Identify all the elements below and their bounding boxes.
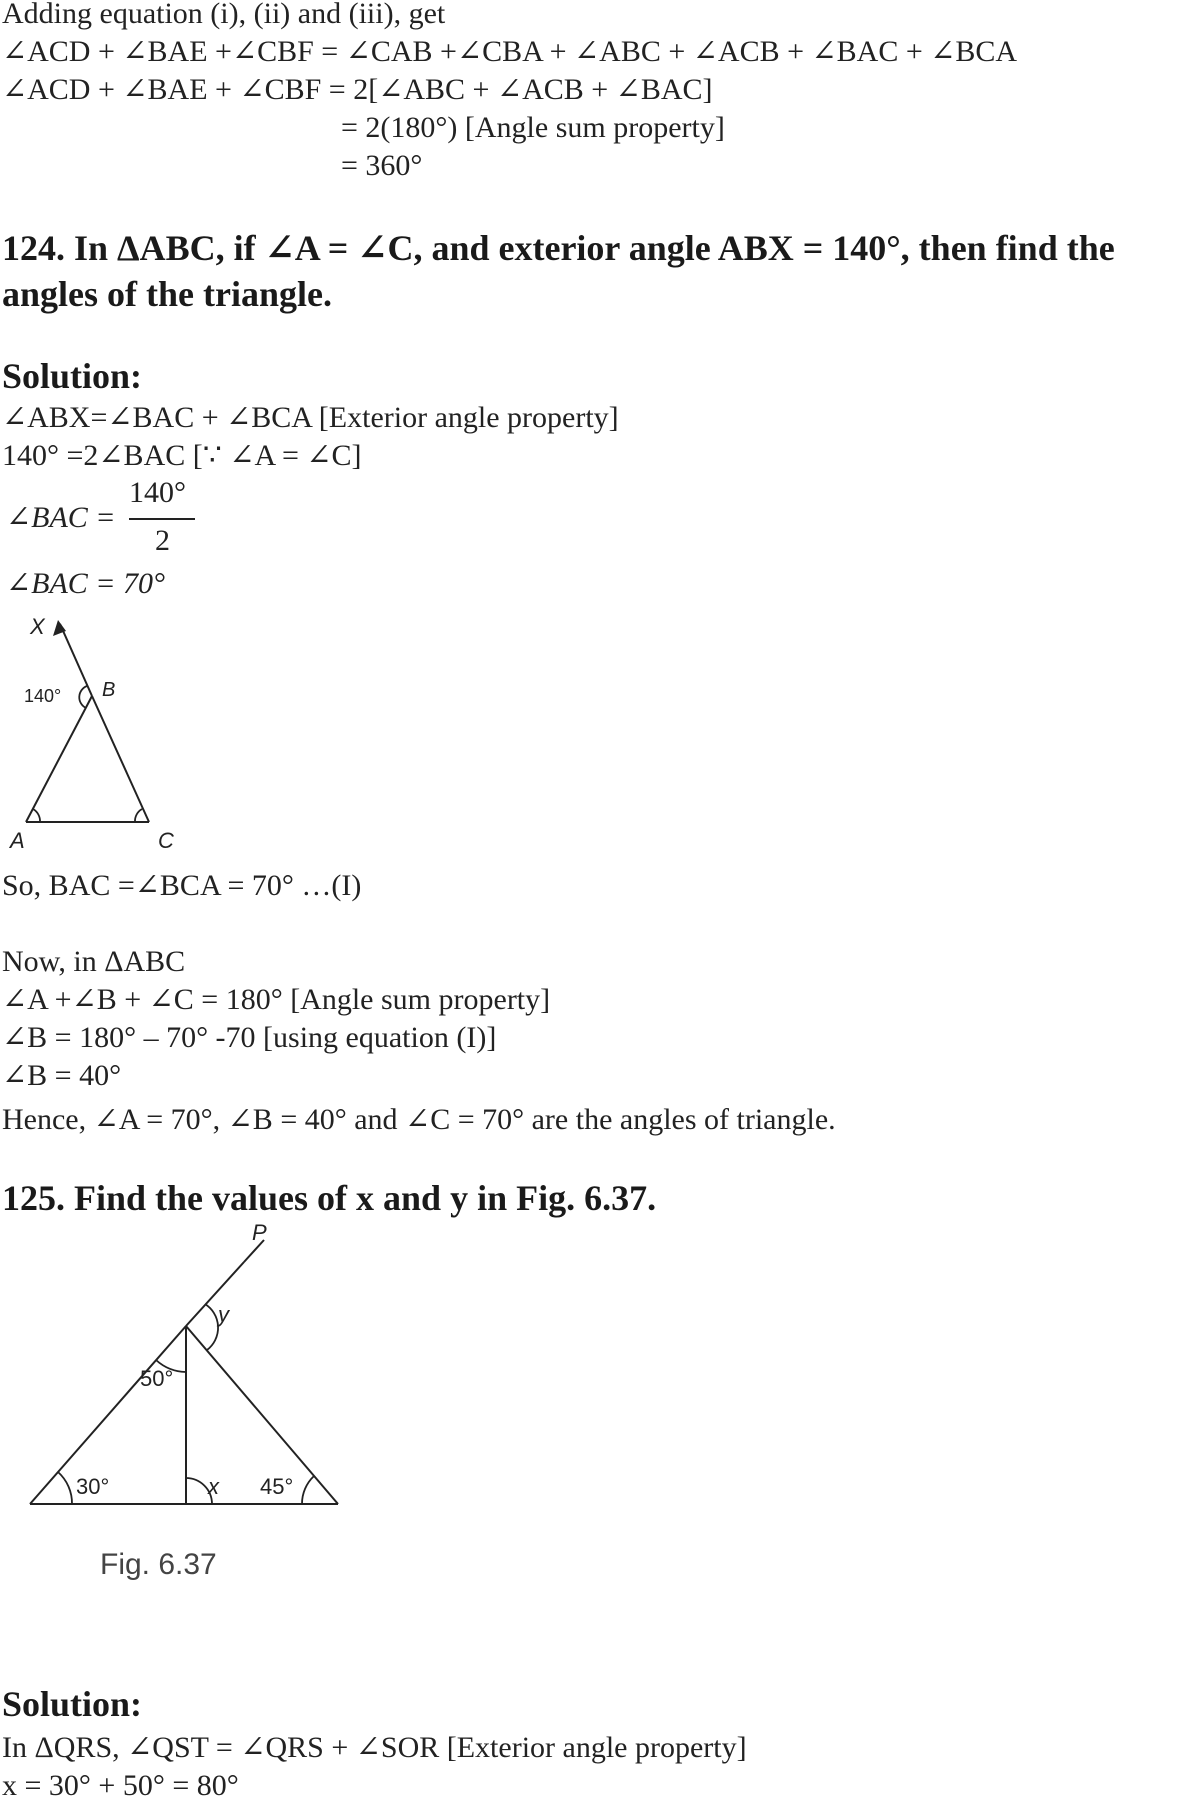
question-124-heading-cont: angles of the triangle. xyxy=(2,274,332,314)
label-c: C xyxy=(158,828,174,853)
fraction-denominator: 2 xyxy=(155,524,170,557)
angle-label-50: 50° xyxy=(140,1366,174,1391)
label-p: P xyxy=(252,1222,267,1245)
label-x: X xyxy=(30,614,45,639)
label-a: A xyxy=(10,828,25,853)
solution-line: In ΔQRS, ∠QST = ∠QRS + ∠SOR [Exterior angle property] xyxy=(2,1731,747,1764)
question-124-heading: 124. In ΔABC, if ∠A = ∠C, and exterior angle ABX = 140°, then find the xyxy=(2,228,1115,268)
figure-caption: Fig. 6.37 xyxy=(100,1548,217,1581)
fraction-bar xyxy=(129,518,195,520)
solution-heading: Solution: xyxy=(2,356,143,396)
solution-line: ∠A +∠B + ∠C = 180° [Angle sum property] xyxy=(2,983,551,1016)
fraction-equation xyxy=(6,476,206,560)
intro-text: Adding equation (i), (ii) and (iii), get xyxy=(2,0,446,30)
angle-label-140: 140° xyxy=(24,686,62,706)
label-b: B xyxy=(102,679,116,701)
triangle-abc-figure xyxy=(0,610,200,860)
label-x: x xyxy=(208,1474,219,1499)
solution-line: Now, in ΔABC xyxy=(2,945,186,978)
solution-line: ∠B = 40° xyxy=(2,1059,122,1092)
equation-line: = 2(180°) [Angle sum property] xyxy=(341,111,725,144)
equation-line: ∠ACD + ∠BAE + ∠CBF = 2[∠ABC + ∠ACB + ∠BAC] xyxy=(2,73,713,106)
fraction-numerator: 140° xyxy=(129,476,186,509)
question-125-heading: 125. Find the values of x and y in Fig. 6.37. xyxy=(2,1178,657,1218)
solution-line: Hence, ∠A = 70°, ∠B = 40° and ∠C = 70° are the angles of triangle. xyxy=(2,1103,836,1136)
equation-line: ∠ACD + ∠BAE +∠CBF = ∠CAB +∠CBA + ∠ABC + ∠ACB + ∠BAC + ∠BCA xyxy=(2,35,1018,68)
angle-label-30: 30° xyxy=(76,1474,110,1499)
solution-line: 140° =2∠BAC [∵ ∠A = ∠C] xyxy=(2,439,362,472)
solution-line: ∠ABX=∠BAC + ∠BCA [Exterior angle property] xyxy=(2,401,619,434)
solution-heading: Solution: xyxy=(2,1684,143,1724)
label-y: y xyxy=(218,1302,229,1327)
solution-line: So, BAC =∠BCA = 70° …(I) xyxy=(2,869,362,902)
fig-6-37-figure xyxy=(0,1222,360,1592)
angle-label-45: 45° xyxy=(260,1474,294,1499)
solution-line: x = 30° + 50° = 80° xyxy=(2,1769,239,1802)
solution-line: ∠B = 180° – 70° -70 [using equation (I)] xyxy=(2,1021,497,1054)
fraction-lhs: ∠BAC = xyxy=(6,501,116,534)
solution-line: ∠BAC = 70° xyxy=(6,567,166,600)
equation-line: = 360° xyxy=(341,149,423,182)
